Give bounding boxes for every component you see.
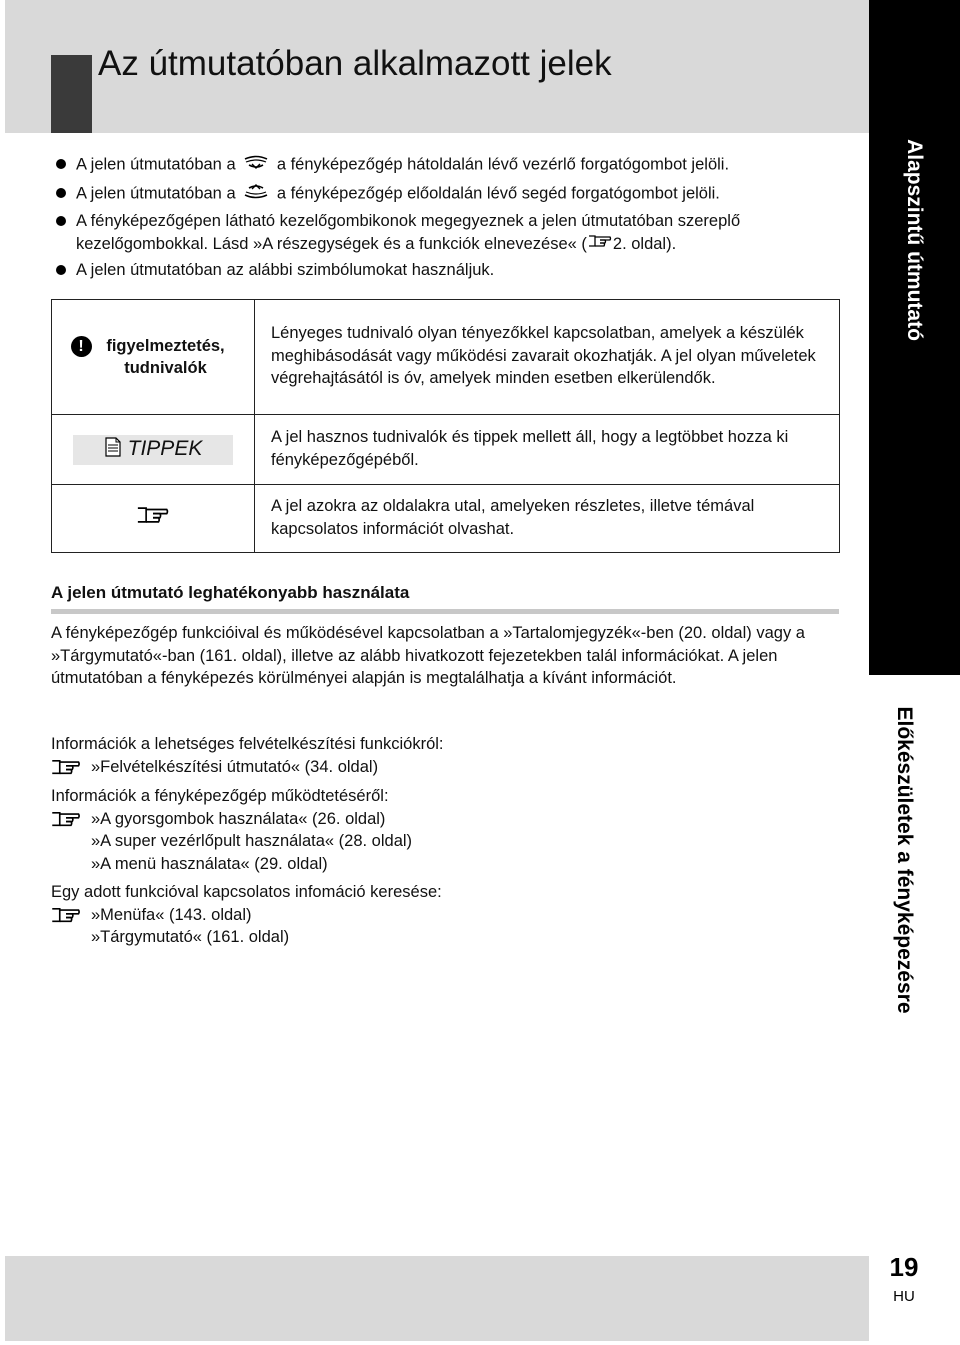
page-number: 19 <box>889 1252 919 1282</box>
reference-link[interactable]: »A gyorsgombok használata« (26. oldal) <box>51 808 831 831</box>
title-marker <box>51 55 92 133</box>
info-group-shooting <box>51 733 831 778</box>
front-dial-icon <box>243 182 269 207</box>
warning-description: Lényeges tudnivaló olyan tényezőkkel kapcsolatban, amelyek a készülék meghibásodását vagy működési zavarait okozhatják. A jel olyan műveletek végrehajtásától is óv, amelyek minden esetben elkerülendők. <box>255 300 840 415</box>
side-tab-basic-guide-label: Alapszintű útmutató <box>903 139 926 341</box>
bullet-icon <box>56 216 66 226</box>
info-group-search <box>51 881 831 949</box>
bullet-icon <box>56 265 66 275</box>
info-title: Információk a fényképezőgép működtetéséről: <box>51 787 389 805</box>
rear-dial-icon <box>243 153 269 178</box>
side-tab-preparation-label[interactable]: Előkészületek a fényképezésre <box>893 706 916 1014</box>
pointing-hand-icon <box>51 757 91 777</box>
reference-symbol-cell <box>52 485 255 553</box>
pointing-hand-icon <box>588 233 612 256</box>
reference-link[interactable]: »Felvételkészítési útmutató« (34. oldal) <box>51 756 831 779</box>
pointing-hand-icon <box>51 809 91 829</box>
page-title: Az útmutatóban alkalmazott jelek <box>98 44 612 83</box>
exclamation-icon: ! <box>71 336 92 357</box>
reference-link[interactable]: »Menüfa« (143. oldal) <box>51 904 831 927</box>
footer-band <box>5 1256 869 1341</box>
table-row <box>52 415 840 485</box>
reference-link[interactable]: »Tárgymutató« (161. oldal) <box>91 928 290 946</box>
info-title: Információk a lehetséges felvételkészítési funkciókról: <box>51 735 444 753</box>
pointing-hand-icon <box>136 512 170 530</box>
symbol-table <box>51 299 840 553</box>
list-item: A jelen útmutatóban a a fényképezőgép hátoldalán lévő vezérlő forgatógombot jelöli. <box>55 153 855 178</box>
info-title: Egy adott funkcióval kapcsolatos infomáció keresése: <box>51 883 442 901</box>
table-row <box>52 485 840 553</box>
list-item: A jelen útmutatóban az alábbi szimbólumokat használjuk. <box>55 259 855 282</box>
section-heading: A jelen útmutató leghatékonyabb használata <box>51 583 410 602</box>
section-divider <box>51 609 839 614</box>
intro-bullet-list <box>55 153 855 286</box>
tips-label: TIPPEK <box>127 437 203 461</box>
bullet-icon <box>56 188 66 198</box>
page-language: HU <box>893 1288 915 1305</box>
reference-description: A jel azokra az oldalakra utal, amelyeken részletes, illetve témával kapcsolatos információt olvashat. <box>255 485 840 553</box>
tips-symbol-cell <box>52 415 255 485</box>
list-item: A jelen útmutatóban a a fényképezőgép előoldalán lévő segéd forgatógombot jelöli. <box>55 182 855 207</box>
reference-link[interactable]: »A menü használata« (29. oldal) <box>91 854 328 873</box>
table-row <box>52 300 840 415</box>
tips-badge <box>73 435 233 465</box>
section-paragraph: A fényképezőgép funkcióival és működésével kapcsolatban a »Tartalomjegyzék«-ben (20. oldal) vagy a »Tárgymutató«-ban (161. oldal), illetve az alább hivatkozott fejezetekben talál információkat. A jelen útmutatóban a fényképezés körülményei alapján is megtalálhatja a kívánt információt. <box>51 624 805 687</box>
memo-icon <box>104 437 122 463</box>
pointing-hand-icon <box>51 905 91 925</box>
info-group-operation <box>51 785 831 875</box>
tips-description: A jel hasznos tudnivalók és tippek mellett áll, hogy a legtöbbet hozza ki fényképezőgépéből. <box>255 415 840 485</box>
reference-link[interactable]: »A super vezérlőpult használata« (28. oldal) <box>91 832 413 850</box>
warning-label: figyelmeztetés, tudnivalók <box>106 336 225 377</box>
warning-symbol-cell <box>52 300 255 415</box>
bullet-icon <box>56 159 66 169</box>
list-item: A fényképezőgépen látható kezelőgombikonok megegyeznek a jelen útmutatóban szereplő kezelőgombokkal. Lásd »A részegységek és a funkciók elnevezése« ( 2. oldal). <box>55 210 855 255</box>
